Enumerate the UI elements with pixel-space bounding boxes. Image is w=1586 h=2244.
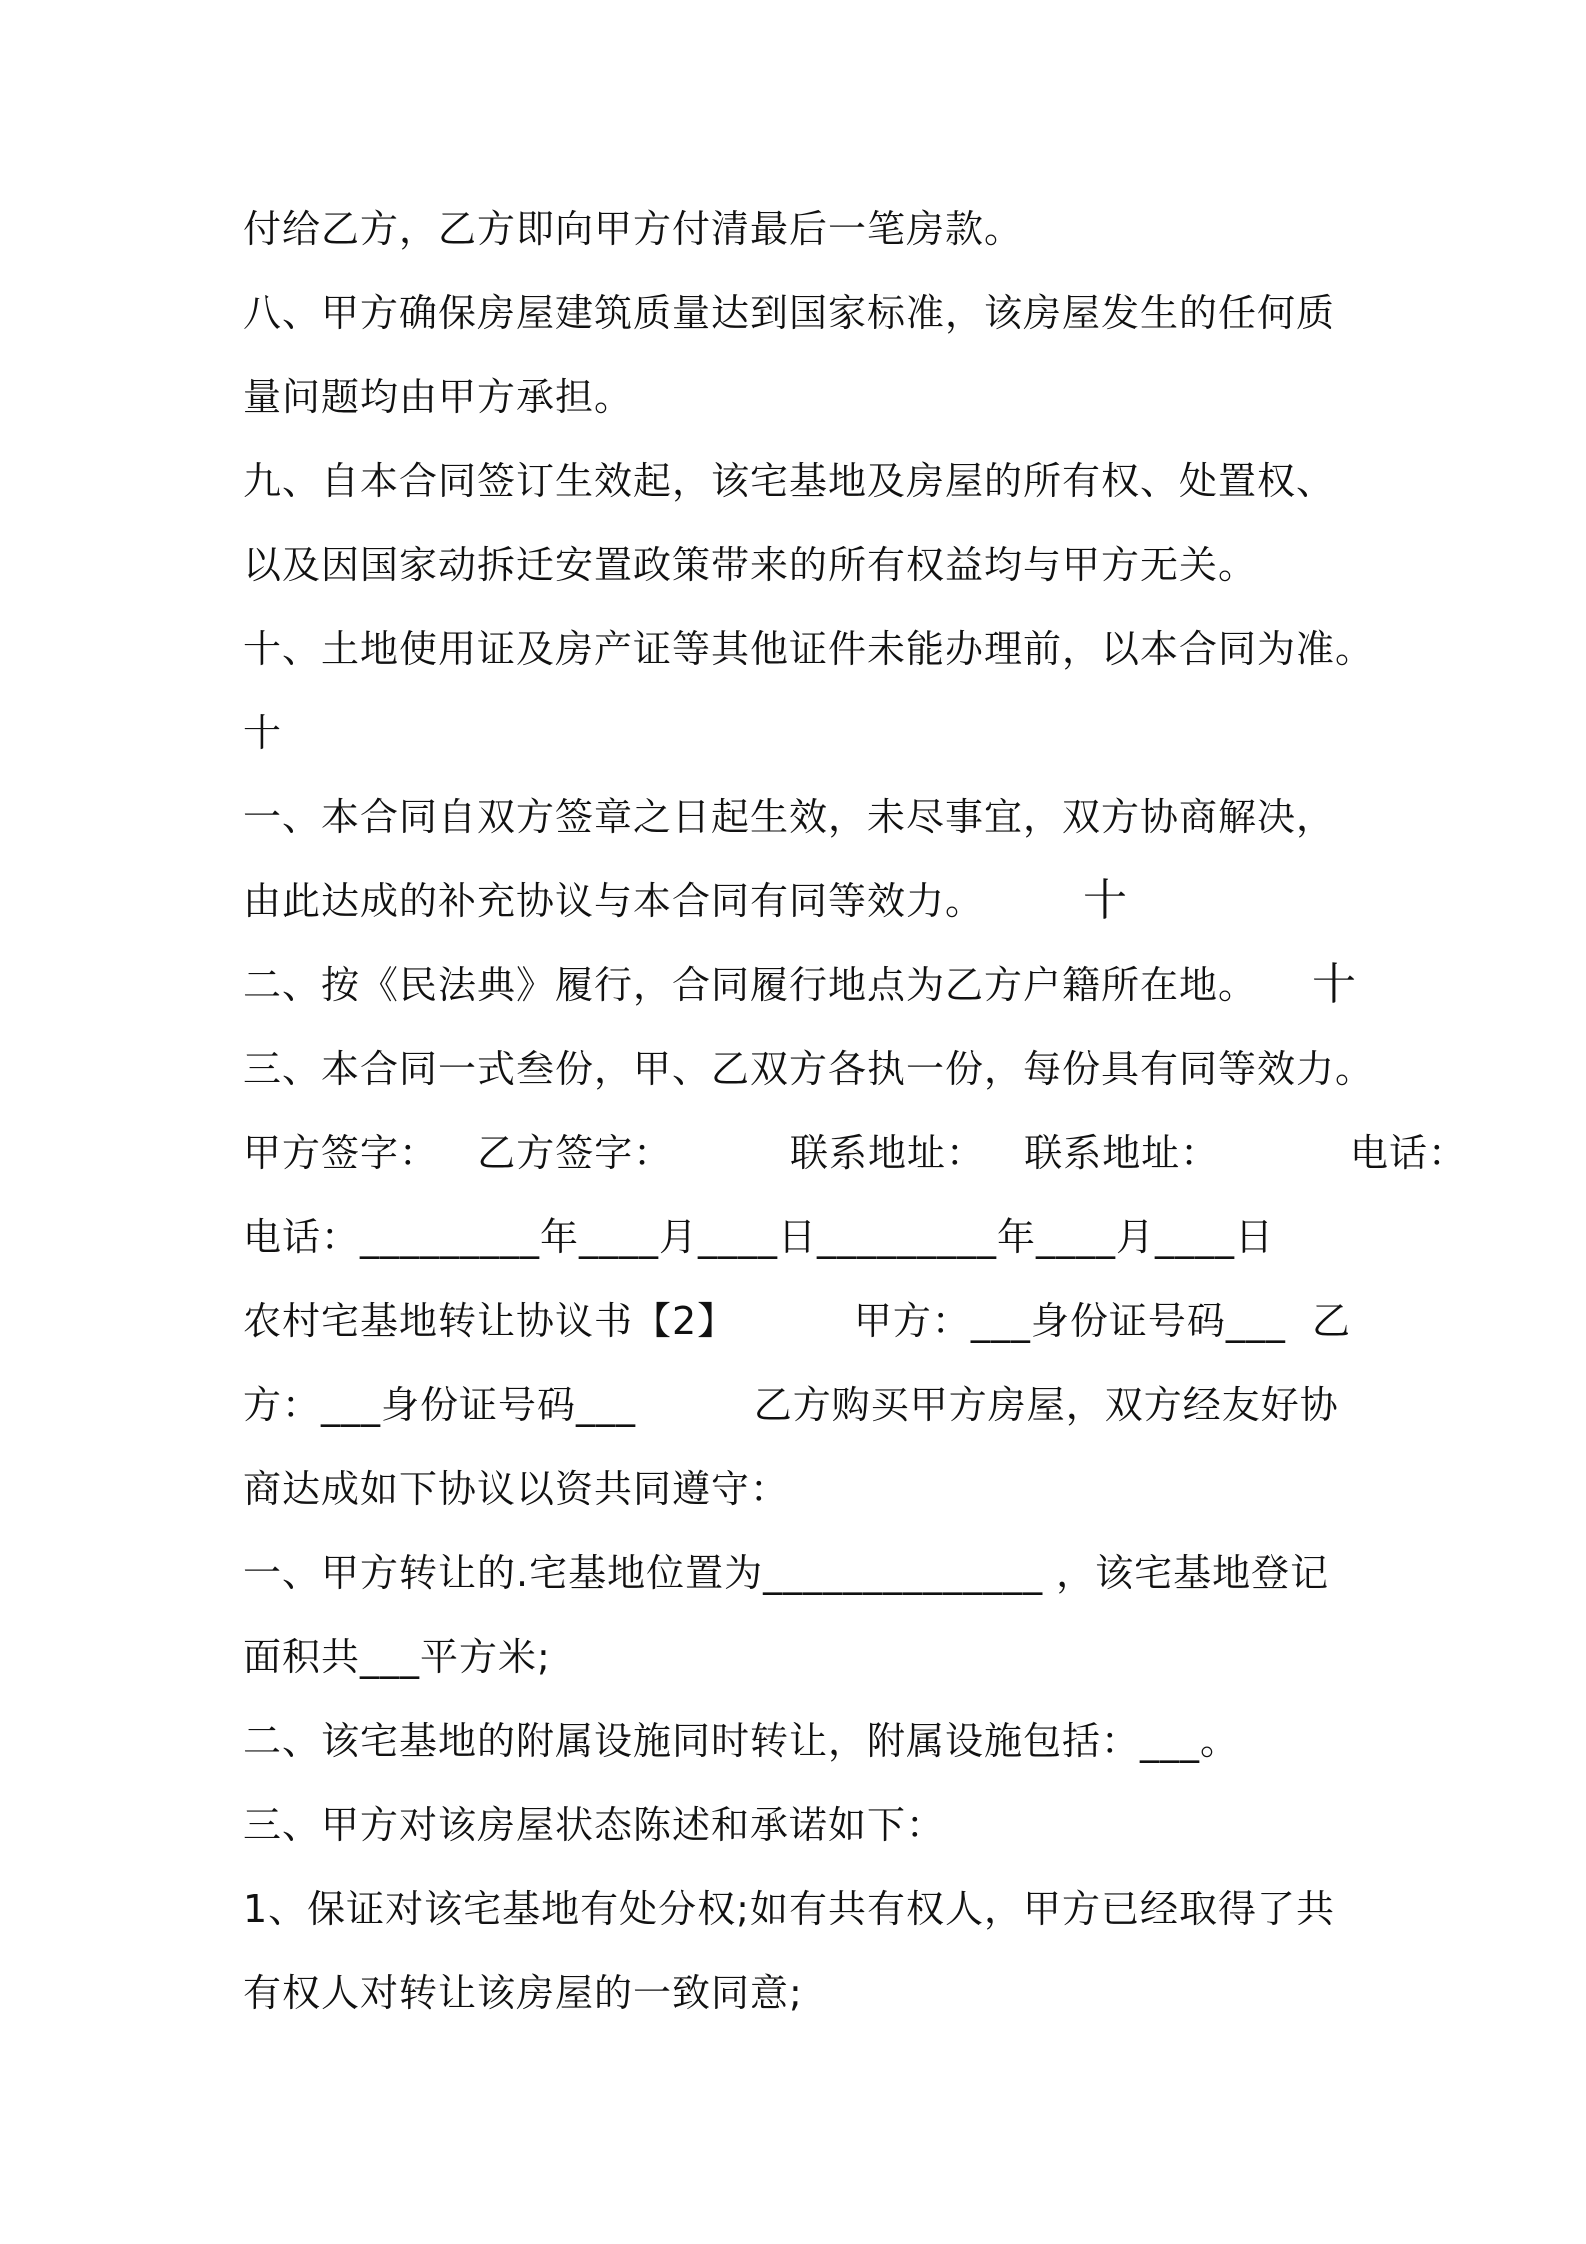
plus-mark: 十: [1312, 959, 1356, 1010]
text-line: 十: [243, 711, 283, 755]
text-line: 1、保证对该宅基地有处分权;如有共有权人，甲方已经取得了共: [243, 1887, 1335, 1931]
text-line: 八、甲方确保房屋建筑质量达到国家标准，该房屋发生的任何质: [243, 291, 1336, 335]
plus-mark: 十: [1083, 875, 1127, 926]
text-line: 由此达成的补充协议与本合同有同等效力。: [243, 879, 985, 923]
text-line: 二、按《民法典》履行，合同履行地点为乙方户籍所在地。: [243, 963, 1258, 1007]
text-line: 农村宅基地转让协议书【2】 甲方：___身份证号码___ 乙: [243, 1299, 1352, 1343]
text-line: 一、甲方转让的.宅基地位置为______________ ，该宅基地登记: [243, 1551, 1330, 1595]
text-line: 一、本合同自双方签章之日起生效，未尽事宜，双方协商解决，: [243, 795, 1336, 839]
text-line: 方：___身份证号码___ 乙方购买甲方房屋，双方经友好协: [243, 1383, 1339, 1427]
text-line: 以及因国家动拆迁安置政策带来的所有权益均与甲方无关。: [243, 543, 1258, 587]
text-line: 量问题均由甲方承担。: [243, 375, 634, 419]
text-line: 三、本合同一式叁份，甲、乙双方各执一份，每份具有同等效力。: [243, 1047, 1375, 1091]
text-line: 甲方签字： 乙方签字： 联系地址： 联系地址： 电话：: [243, 1131, 1467, 1175]
text-line: 面积共___平方米;: [243, 1635, 551, 1679]
text-line: 九、自本合同签订生效起，该宅基地及房屋的所有权、处置权、: [243, 459, 1336, 503]
text-line: 二、该宅基地的附属设施同时转让，附属设施包括：___。: [243, 1719, 1240, 1763]
text-line: 商达成如下协议以资共同遵守：: [243, 1467, 790, 1511]
text-line: 十、土地使用证及房产证等其他证件未能办理前，以本合同为准。: [243, 627, 1375, 671]
text-line: 电话：_________年____月____日_________年____月____日: [243, 1215, 1275, 1259]
text-line: 三、甲方对该房屋状态陈述和承诺如下：: [243, 1803, 946, 1847]
text-line: 有权人对转让该房屋的一致同意;: [243, 1971, 803, 2015]
text-line: 付给乙方，乙方即向甲方付清最后一笔房款。: [243, 207, 1024, 251]
